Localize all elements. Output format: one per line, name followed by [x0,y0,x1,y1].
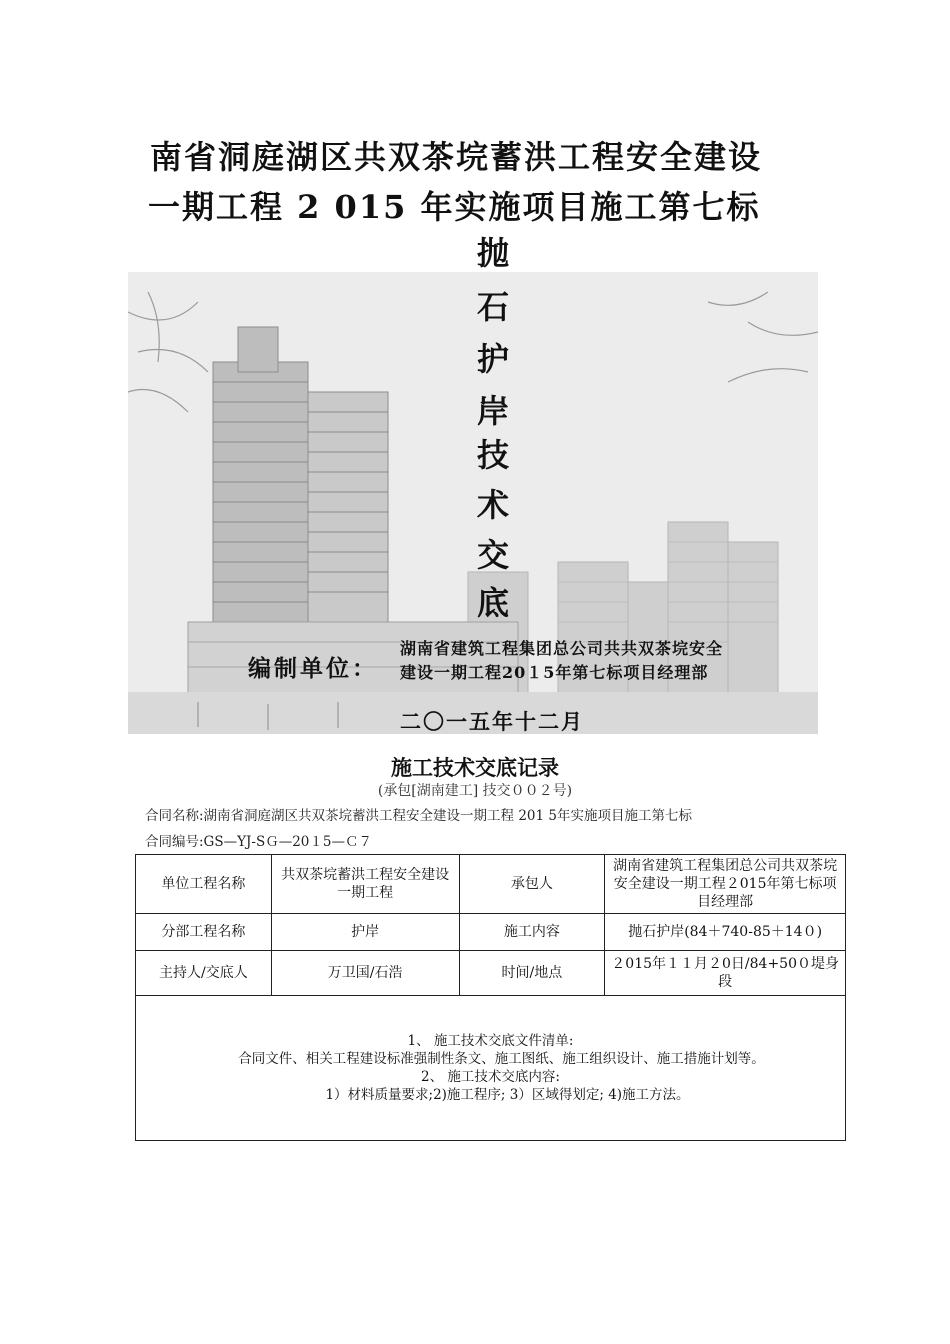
vertical-title-char: 岸 [476,392,509,430]
details-cell [136,996,846,1141]
cell-value: ２015年１１月２0日/84+50０堤身段 [605,951,846,996]
table-row [136,914,846,951]
cell-label: 施工内容 [459,914,605,951]
cell-label: 承包人 [459,855,605,914]
org-name-line-1: 湖南省建筑工程集团总公司共共双茶垸安全 [400,639,724,658]
vertical-title-char: 术 [476,486,509,524]
cell-value: 共双茶垸蓄洪工程安全建设一期工程 [271,855,459,914]
org-name-line-2: 建设一期工程20１5年第七标项目经理部 [400,663,709,682]
details-item-text: 1）材料质量要求;2)施工程序; 3）区域得划定; 4)施工方法。 [325,1087,690,1103]
table-row [136,855,846,914]
cell-value: 湖南省建筑工程集团总公司共双茶垸安全建设一期工程２015年第七标项目经理部 [605,855,846,914]
details-item-heading: 2、 施工技术交底内容: [421,1069,560,1085]
cell-value: 万卫国/石浩 [271,951,459,996]
record-subtitle: (承包[湖南建工] 技交００２号) [377,783,573,799]
org-label: 编制单位： [248,655,378,682]
cover-title-line-1: 南省洞庭湖区共双茶垸蓄洪工程安全建设 [150,138,763,176]
vertical-title-char: 底 [476,584,509,622]
vertical-title-char: 交 [476,536,509,574]
table-row [136,996,846,1141]
cell-value: 抛石护岸(84＋740-85＋14０) [605,914,846,951]
contract-number: 合同编号:GS—YJ-SＧ—20１5—Ｃ７ [145,834,372,850]
cell-label: 单位工程名称 [136,855,272,914]
table-row [136,951,846,996]
vertical-title-char: 护 [476,340,509,378]
contract-name: 合同名称:湖南省洞庭湖区共双茶垸蓄洪工程安全建设一期工程 201 5年实施项目施工第七标 [145,808,692,824]
cover-date: 二〇一五年十二月 [400,709,584,734]
details-item-heading: 1、 施工技术交底文件清单: [407,1033,574,1049]
record-title: 施工技术交底记录 [391,756,559,780]
vertical-title-char: 石 [476,288,509,326]
vertical-title-char: 抛 [476,234,509,272]
cell-label: 分部工程名称 [136,914,272,951]
details-item-text: 合同文件、相关工程建设标准强制性条文、施工图纸、施工组织设计、施工措施计划等。 [238,1051,765,1067]
cell-label: 主持人/交底人 [136,951,272,996]
cell-value: 护岸 [271,914,459,951]
cover-title-line-2: 一期工程 2 015 年实施项目施工第七标 [148,188,761,226]
record-table [135,854,846,1141]
vertical-title-char: 技 [476,436,509,474]
cell-label: 时间/地点 [459,951,605,996]
